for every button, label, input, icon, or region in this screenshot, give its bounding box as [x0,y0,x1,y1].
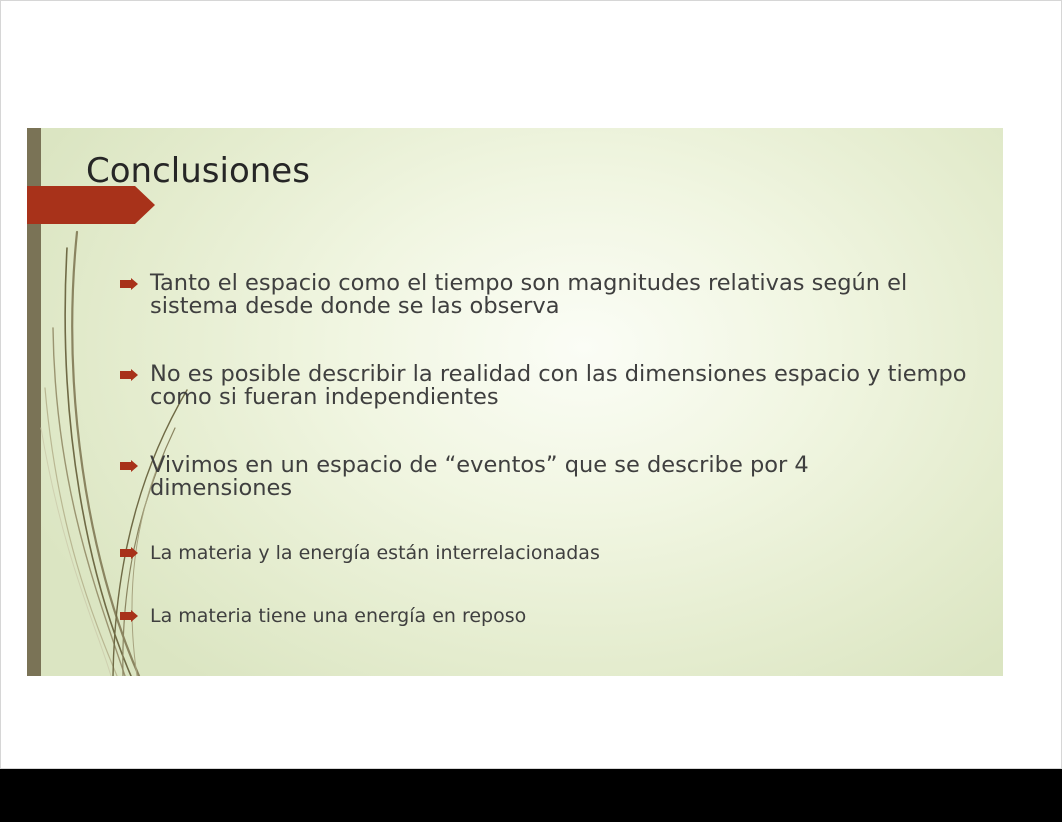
bullet-item [120,272,980,318]
arrow-right-icon [120,610,138,622]
bullet-item [120,604,980,628]
slide-title: Conclusiones [86,151,310,191]
arrow-right-icon [120,369,138,381]
bullet-item [120,454,980,500]
bullet-text: Vivimos en un espacio de “eventos” que se describe por 4 dimensiones [150,452,809,501]
bullet-item [120,541,980,565]
bullet-text: No es posible describir la realidad con las dimensiones espacio y tiempo como si fueran independientes [150,361,967,410]
bullet-item [120,363,980,409]
bottom-black-bar [0,769,1062,822]
arrow-right-icon [120,547,138,559]
bullet-text: La materia y la energía están interrelacionadas [150,542,600,564]
bullet-text: Tanto el espacio como el tiempo son magnitudes relativas según el sistema desde donde se las observa [150,270,908,319]
slide [27,128,1003,676]
arrow-right-icon [120,460,138,472]
arrow-right-icon [120,278,138,290]
bullet-text: La materia tiene una energía en reposo [150,605,527,627]
